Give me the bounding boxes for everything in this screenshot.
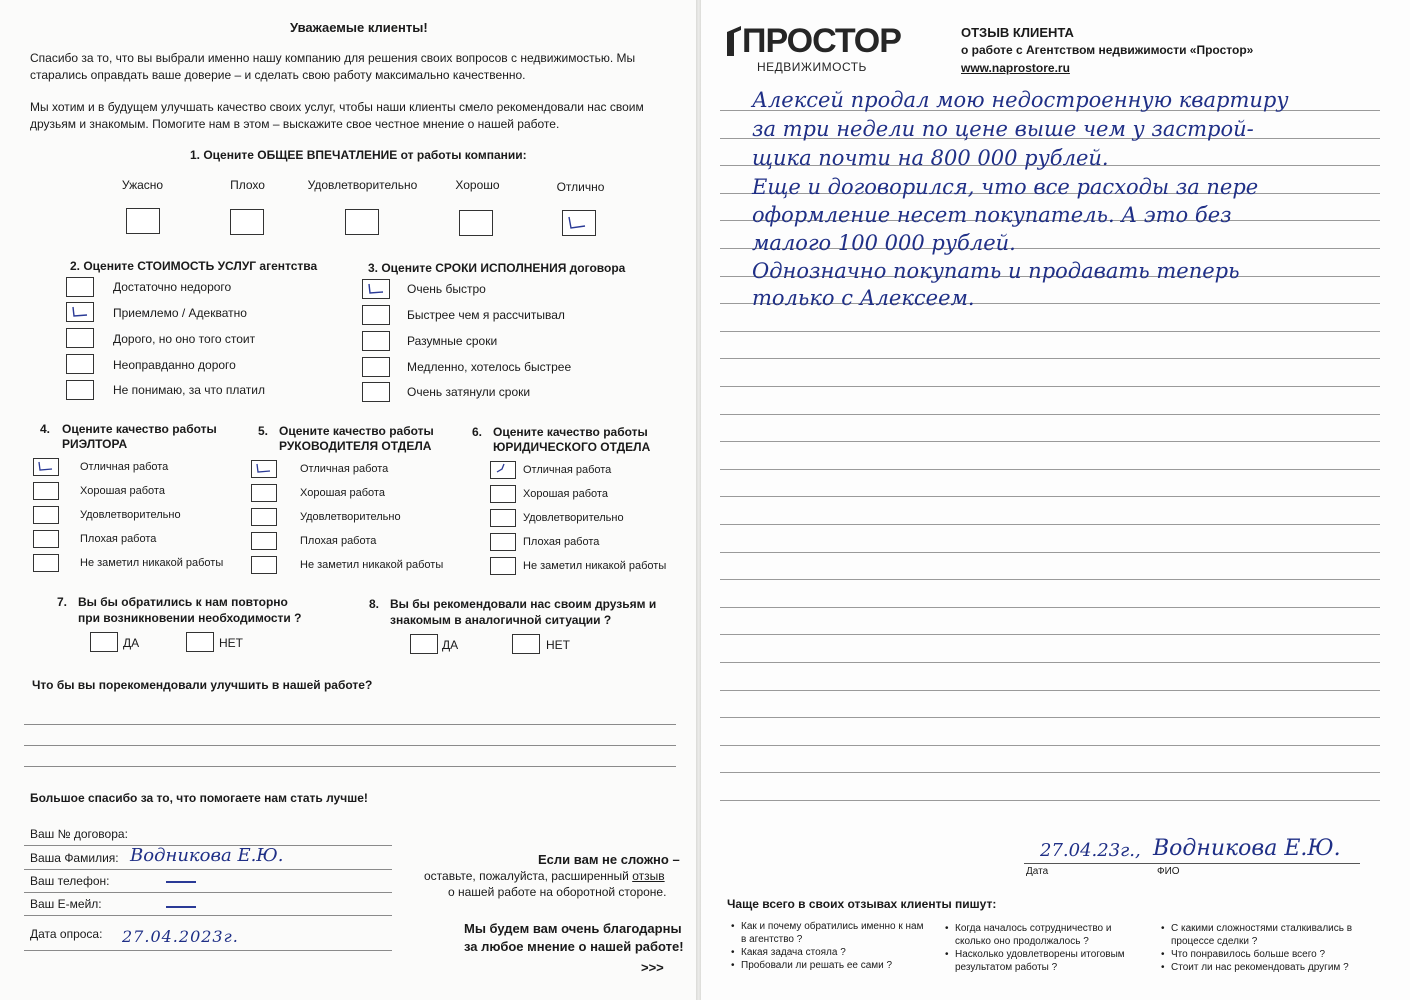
ruled-line [720,745,1380,746]
q2-option-label: Достаточно недорого [113,280,232,294]
q1-checkbox-checked[interactable] [562,210,596,236]
improve-question: Что бы вы порекомендовали улучшить в нашей работе? [32,678,373,692]
email-field-line[interactable] [24,915,392,916]
q1-option-label: Отлично [556,180,605,194]
q6-option-label: Плохая работа [523,536,600,548]
q2-title: 2. Оцените СТОИМОСТЬ УСЛУГ агентства [70,259,318,273]
ruled-line [720,331,1380,332]
date-caption: Дата [1026,866,1049,877]
review-subtitle: о работе с Агентством недвижимости «Простор» [961,43,1254,57]
q4-checkbox[interactable] [33,554,59,572]
ruled-line [720,717,1380,718]
ruled-line [720,662,1380,663]
q4-checkbox-checked[interactable] [33,458,59,476]
date-field-line [24,950,392,951]
answer-line[interactable] [24,724,676,725]
q6-title-upper: ЮРИДИЧЕСКОГО ОТДЕЛА [493,440,651,454]
q8-no-checkbox[interactable] [512,634,540,654]
checkmark-icon [491,462,517,480]
q4-checkbox[interactable] [33,506,59,524]
tip-item: • С какими сложностями сталкивались в процессе сделки ? [1161,922,1361,948]
q7-no-checkbox[interactable] [186,632,214,652]
q1-option-label: Хорошо [455,178,500,192]
q6-option-label: Удовлетворительно [523,512,624,524]
review-link[interactable]: отзыв [632,869,665,883]
logo-bar-icon [727,26,741,56]
q6-checkbox[interactable] [490,533,516,551]
page-fold [696,0,701,1000]
date-handwritten[interactable]: 27.04.2023г. [122,927,239,946]
q5-option-label: Плохая работа [300,535,377,547]
ruled-line [720,552,1380,553]
q8-title-line2: знакомым в аналогичной ситуации ? [390,613,612,627]
phone-dash-mark [166,881,196,883]
ruled-line [720,579,1380,580]
tip-item: • Стоит ли нас рекомендовать другим ? [1161,961,1361,974]
ruled-line [720,524,1380,525]
q5-checkbox[interactable] [251,508,277,526]
q6-title: Оцените качество работы [493,425,648,439]
q5-option-label: Удовлетворительно [300,511,401,523]
q3-option-label: Очень быстро [407,282,486,296]
q3-checkbox-checked[interactable] [362,279,390,299]
q4-title: Оцените качество работы [62,422,217,436]
checkmark-icon [67,303,95,323]
tip-item: • Насколько удовлетворены итоговым результатом работы ? [945,948,1145,974]
signature-name: Водникова Е.Ю. [1153,836,1341,861]
q4-option-label: Хорошая работа [80,485,165,497]
q8-yes-checkbox[interactable] [410,634,438,654]
q2-checkbox[interactable] [66,277,94,297]
review-line: за три недели по цене выше чем у застрой- [752,117,1254,141]
cta-line-4: Мы будем вам очень благодарны [464,921,682,936]
checkmark-icon [34,459,60,477]
q3-option-label: Разумные сроки [407,334,498,348]
q2-checkbox[interactable] [66,328,94,348]
q5-option-label: Не заметил никакой работы [300,559,444,571]
review-line: малого 100 000 рублей. [752,231,1016,255]
tip-item: • Какая задача стояла ? [731,946,931,959]
q4-option-label: Плохая работа [80,533,157,545]
site-link[interactable]: www.naprostore.ru [961,61,1070,75]
review-line: Алексей продал мою недостроенную квартиру [752,88,1289,112]
q7-number: 7. [57,595,68,609]
q1-checkbox[interactable] [345,209,379,235]
email-dash-mark [166,906,196,908]
q1-checkbox[interactable] [230,209,264,235]
thanks-text: Большое спасибо за то, что помогаете нам стать лучше! [30,791,368,805]
q4-option-label: Отличная работа [80,461,169,473]
q6-option-label: Хорошая работа [523,488,608,500]
ruled-line [720,469,1380,470]
q7-title: Вы бы обратились к нам повторно [78,595,288,609]
q3-checkbox[interactable] [362,357,390,377]
tip-item: • Пробовали ли решать ее сами ? [731,959,931,972]
ruled-line [720,772,1380,773]
checkmark-icon [563,211,597,237]
q1-title: 1. Оцените ОБЩЕЕ ВПЕЧАТЛЕНИЕ от работы компании: [190,148,527,162]
q5-checkbox[interactable] [251,532,277,550]
q7-title-line2: при возникновении необходимости ? [78,611,302,625]
ruled-line [720,441,1380,442]
q1-checkbox[interactable] [126,208,160,234]
surname-handwritten[interactable]: Водникова Е.Ю. [130,845,284,866]
signature-date: 27.04.23г., [1040,840,1141,861]
q7-no-label: НЕТ [219,636,243,650]
q7-yes-checkbox[interactable] [90,632,118,652]
tip-item: • Что понравилось больше всего ? [1161,948,1361,961]
q5-title: Оцените качество работы [279,424,434,438]
q4-option-label: Не заметил никакой работы [80,557,224,569]
q8-number: 8. [369,597,380,611]
q4-option-label: Удовлетворительно [80,509,181,521]
q1-option-label: Плохо [230,178,265,192]
ruled-line [720,607,1380,608]
ruled-line [720,386,1380,387]
review-line: оформление несет покупатель. А это без [752,203,1232,227]
q6-number: 6. [472,425,483,439]
q2-option-label: Не понимаю, за что платил [113,383,266,397]
q4-checkbox[interactable] [33,482,59,500]
answer-line[interactable] [24,766,676,767]
q5-checkbox[interactable] [251,484,277,502]
q6-option-label: Отличная работа [523,464,612,476]
q3-checkbox[interactable] [362,305,390,325]
tips-column-2 [945,922,1145,974]
review-line: только с Алексеем. [752,286,975,310]
date-label: Дата опроса: [30,927,103,941]
q6-checkbox[interactable] [490,485,516,503]
q5-checkbox-checked[interactable] [251,460,277,478]
cta-line-2: оставьте, пожалуйста, расширенный отзыв [424,869,665,883]
answer-line[interactable] [24,745,676,746]
review-line: Однозначно покупать и продавать теперь [752,259,1240,283]
q6-checkbox[interactable] [490,557,516,575]
email-label: Ваш Е-мейл: [30,897,102,911]
ruled-line [720,496,1380,497]
q7-yes-label: ДА [123,636,140,650]
q4-checkbox[interactable] [33,530,59,548]
surname-field-line [24,869,392,870]
q1-checkbox[interactable] [459,210,493,236]
cta-line-5: за любое мнение о нашей работе! [464,939,684,954]
ruled-line [720,358,1380,359]
q5-title-upper: РУКОВОДИТЕЛЯ ОТДЕЛА [279,439,432,453]
q3-checkbox[interactable] [362,331,390,351]
q8-title: Вы бы рекомендовали нас своим друзьям и [390,597,657,611]
phone-field-line[interactable] [24,892,392,893]
q1-option-label: Удовлетворительно [307,178,418,192]
q6-option-label: Не заметил никакой работы [523,560,667,572]
cta-line-1: Если вам не сложно – [538,852,680,867]
cta-line-3: о нашей работе на оборотной стороне. [448,885,667,899]
intro-paragraph-2: Мы хотим и в будущем улучшать качество своих услуг, чтобы наши клиенты смело рекомендовали нас своим друзьям и знакомым. Помогите нам в этом – выскажите свое честное мнение о нашей работе. [30,100,644,131]
q5-option-label: Хорошая работа [300,487,385,499]
q6-checkbox[interactable] [490,509,516,527]
next-page-arrows[interactable]: >>> [641,960,664,975]
q8-yes-label: ДА [442,638,459,652]
tips-column-1 [731,920,931,972]
q1-option-label: Ужасно [121,178,164,192]
q2-checkbox[interactable] [66,380,94,400]
q3-option-label: Медленно, хотелось быстрее [407,360,572,374]
checkmark-icon [363,280,391,300]
review-title: ОТЗЫВ КЛИЕНТА [961,25,1074,40]
tips-column-3 [1161,922,1361,974]
q2-checkbox-checked[interactable] [66,302,94,322]
q3-option-label: Очень затянули сроки [407,385,531,399]
q3-title: 3. Оцените СРОКИ ИСПОЛНЕНИЯ договора [368,261,626,275]
ruled-line [720,690,1380,691]
tip-item: • Когда началось сотрудничество и сколько оно продолжалось ? [945,922,1145,948]
q2-option-label: Приемлемо / Адекватно [113,306,247,320]
q5-option-label: Отличная работа [300,463,389,475]
ruled-line [720,800,1380,801]
q3-option-label: Быстрее чем я рассчитывал [407,308,565,322]
logo-subtitle: НЕДВИЖИМОСТЬ [757,60,867,74]
q4-title-upper: РИЭЛТОРА [62,437,128,451]
fio-caption: ФИО [1157,866,1180,877]
logo-wordmark: ПРОСТОР [742,22,901,60]
q2-checkbox[interactable] [66,354,94,374]
q2-option-label: Неоправданно дорого [113,358,236,372]
checkmark-icon [252,461,278,479]
ruled-line [720,634,1380,635]
q2-option-label: Дорого, но оно того стоит [113,332,256,346]
q6-checkbox-checked[interactable] [490,461,516,479]
signature-line [1024,863,1360,864]
contract-label: Ваш № договора: [30,827,128,841]
greeting: Уважаемые клиенты! [290,20,428,35]
phone-label: Ваш телефон: [30,874,110,888]
q8-no-label: НЕТ [546,638,570,652]
q4-number: 4. [40,422,51,436]
ruled-line [720,414,1380,415]
q5-checkbox[interactable] [251,556,277,574]
tip-item: • Как и почему обратились именно к нам в агентство ? [731,920,931,946]
q5-number: 5. [258,424,269,438]
intro-paragraph-1: Спасибо за то, что вы выбрали именно нашу компанию для решения своих вопросов с недвижимостью. Мы старались оправдать ваше доверие – и сделать свою работу максимально качественно. [30,51,636,82]
q3-checkbox[interactable] [362,382,390,402]
review-line: щика почти на 800 000 рублей. [752,146,1109,170]
often-title: Чаще всего в своих отзывах клиенты пишут: [727,897,997,911]
surname-label: Ваша Фамилия: [30,851,119,865]
review-line: Еще и договорился, что все расходы за пере [752,175,1259,199]
